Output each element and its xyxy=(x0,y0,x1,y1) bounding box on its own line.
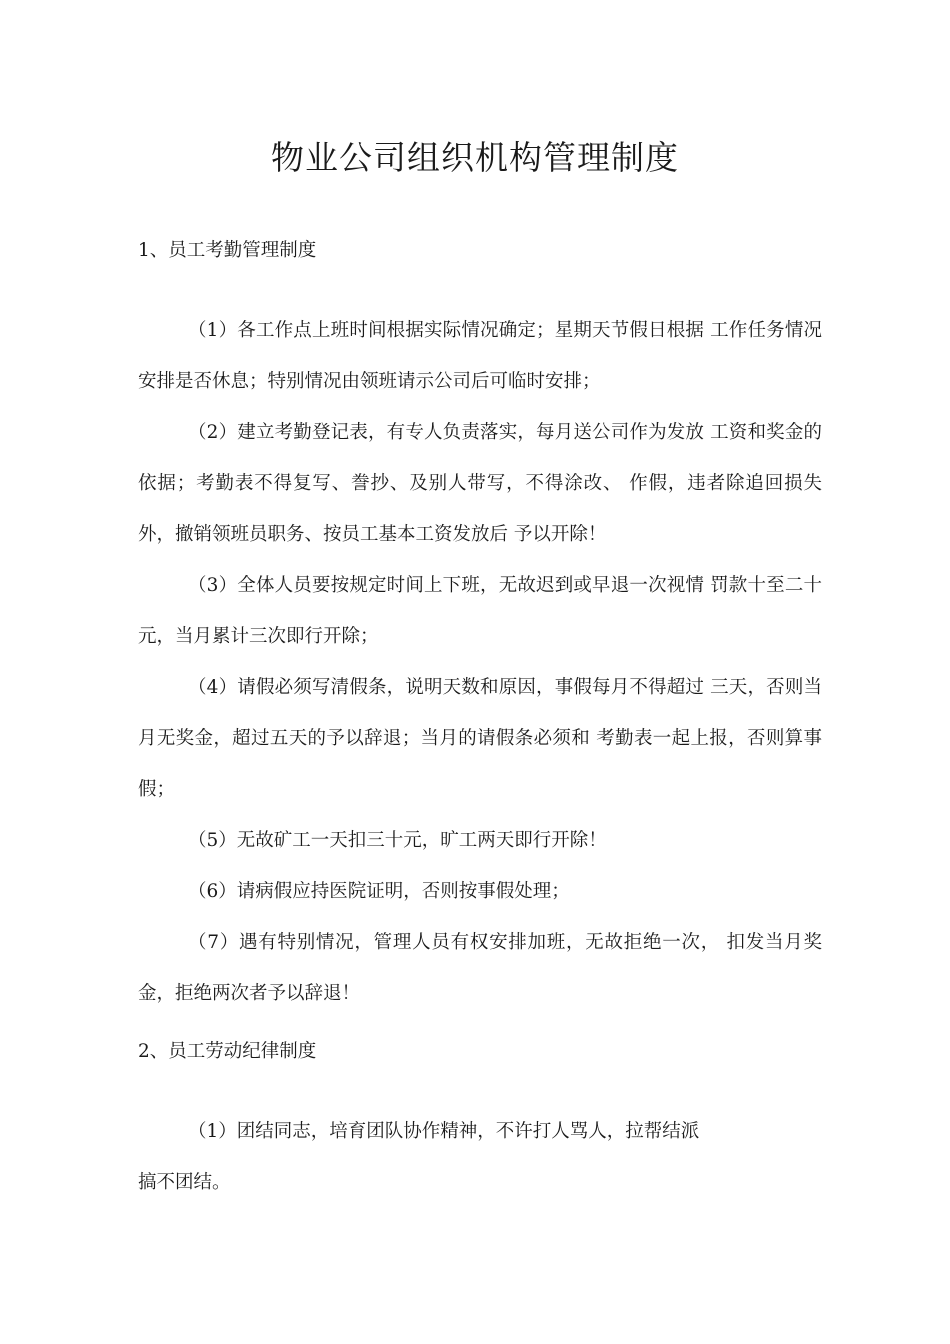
paragraph-1-3: （3）全体人员要按规定时间上下班，无故迟到或早退一次视情 罚款十至二十元，当月累计三次即行开除； xyxy=(138,575,822,647)
document-title: 物业公司组织机构管理制度 xyxy=(271,138,679,177)
paragraph-1-6: （6）请病假应持医院证明，否则按事假处理； xyxy=(188,881,570,902)
paragraph-1-2: （2）建立考勤登记表，有专人负责落实，每月送公司作为发放 工资和奖金的依据；考勤表不得复写、誊抄、及别人带写，不得涂改、 作假，违者除追回损失外，撤销领班员职务、按员工基本工资发放后 予以开除！ xyxy=(138,422,822,545)
paragraph-1-5: （5）无故矿工一天扣三十元，旷工两天即行开除！ xyxy=(188,830,607,851)
paragraph-1-4: （4）请假必须写清假条，说明天数和原因，事假每月不得超过 三天，否则当月无奖金，超过五天的予以辞退；当月的请假条必须和 考勤表一起上报，否则算事假； xyxy=(138,677,822,800)
paragraph-1-7: （7）遇有特别情况，管理人员有权安排加班，无故拒绝一次， 扣发当月奖金，拒绝两次者予以辞退！ xyxy=(138,932,822,1004)
paragraph-1-1: （1）各工作点上班时间根据实际情况确定；星期天节假日根据 工作任务情况安排是否休息；特别情况由领班请示公司后可临时安排； xyxy=(138,320,822,392)
section-heading-discipline: 2、员工劳动纪律制度 xyxy=(138,1041,317,1062)
document-body xyxy=(138,232,822,1208)
paragraph-2-1-line1: （1）团结同志，培育团队协作精神，不许打人骂人，拉帮结派 xyxy=(188,1121,700,1142)
paragraph-2-1-line2: 搞不团结。 xyxy=(138,1172,231,1193)
section-heading-attendance: 1、员工考勤管理制度 xyxy=(138,240,317,261)
